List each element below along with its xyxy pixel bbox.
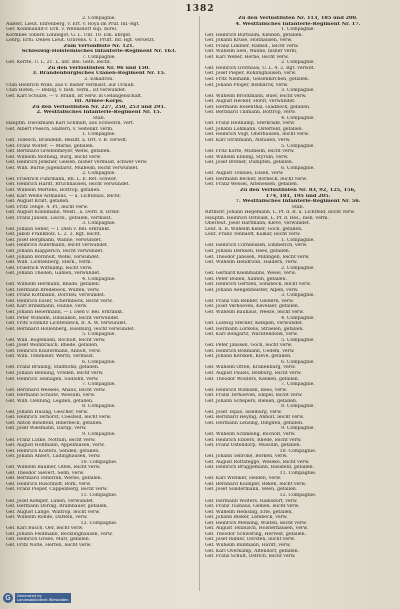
- entry-line: Gef. Franz Heitkamp, Sterkrade, verw.: [205, 121, 296, 127]
- entry-line: Gef. Josef Bremer, Dümpten, gefallen.: [205, 160, 294, 166]
- entry-line: Gef. Johann Bleker, Lembeck, verw.: [205, 515, 288, 521]
- entry-line: Hauptm. Heinrich Ostwald, L. Pf. d. Res., bish. verm.: [205, 215, 329, 221]
- entry-line: Gef. Heinrich Ebbers, Rhede, leicht verw.: [205, 437, 302, 443]
- entry-line: Gef. Bernhard Hollenberg, Isselburg, leicht verwundet.: [6, 326, 135, 332]
- entry-line: Gef. August Lange, Waltrop, leicht verw.: [6, 509, 101, 515]
- entry-line: Gef. Fritz Tenge, 4. Pf., leicht verw.: [6, 204, 89, 210]
- section-heading: 10. Compagnie.: [279, 448, 317, 454]
- library-watermark: [3, 590, 83, 606]
- entry-line: Gef. Wilh. Bögemann, Bocholt, leicht verw.: [6, 337, 106, 343]
- entry-line: Gef. Heinrich Kösters, Senden, gefallen.: [6, 448, 100, 454]
- entry-line: Gef. Fritz Korte, Mülheim, leicht verw.: [205, 149, 295, 155]
- entry-line: Gef. Franz Kottmann, Dorsten, verwundet.: [6, 293, 106, 299]
- entry-line: Gef. Wilhelm Schmeing, Bocholt, verw.: [205, 432, 296, 438]
- entry-line: Gef. Heinrich Große, Marl, gefallen.: [6, 537, 91, 543]
- column-divider: [199, 16, 200, 591]
- section-heading: Schleswig-Holsteinisches Infanterie-Regiment Nr. 163.: [21, 49, 177, 55]
- entry-line: Gef. Franz Jansen, Leichl., gefallen, vermisst.: [6, 215, 112, 221]
- entry-line: Gef. Wilhelm Rohde, Datteln, verw.: [6, 515, 88, 521]
- entry-line: Gef. Peter Janssen, Goch, leicht verw.: [205, 343, 293, 349]
- entry-line: Gef. Heinrich Tenhagen, Südlohn, verw.: [6, 376, 99, 382]
- entry-line: Gef. Josef Bergmann, Wanne, verwundet.: [6, 237, 102, 243]
- entry-line: Gef. Franz Tüshaus, Gemen, leicht verw.: [205, 504, 300, 510]
- entry-line: Gef. Johann Hüsing, Gescher, verw.: [6, 409, 89, 415]
- section-heading: 2. Eskadron.: [84, 77, 114, 83]
- right-column: [205, 16, 391, 591]
- entry-line: Gef. Heinrich Vogt, Oberhausen, leicht verw.: [205, 132, 310, 138]
- entry-line: Gef. Anton Bendfeld, Billerbeck, gefallen.: [6, 420, 103, 426]
- entry-line: Gef. August Hecker, Horst, verwundet.: [205, 99, 296, 105]
- entry-line: Gef. Johann Feldmann, Recklinghausen, verw.: [6, 531, 113, 537]
- section-heading: 3. Compagnie.: [82, 221, 116, 227]
- entry-line: Gef. Karl Schulze, — v. Brand, ist verw. in Gefangenschaft.: [6, 93, 143, 99]
- section-heading: 174, 181, 195 und 205.: [265, 193, 331, 199]
- entry-line: Gef. Wilhelm Bäumer, Olfen, leicht verw.: [6, 465, 101, 471]
- section-heading: 7. Compagnie.: [82, 382, 116, 388]
- section-heading: 7. Westfälisches Infanterie-Regiment Nr. 56.: [235, 199, 361, 205]
- entry-line: Gef. Heinrich Brüggemann, Raesfeld, gefallen.: [205, 465, 315, 471]
- section-heading: 1. Compagnie.: [281, 237, 315, 243]
- entry-line: Gef. Karl Bongartz, Wachtendonk, verw.: [205, 332, 299, 338]
- entry-line: Gef. Theodor Schwering, Hervest, gefallen.: [205, 531, 307, 537]
- section-heading: 9. Compagnie.: [82, 432, 116, 438]
- section-heading: 1. Compagnie.: [82, 132, 116, 138]
- entry-line: Gef. Wilhelm Hermann, Rhade, gefallen.: [6, 282, 101, 288]
- section-heading: 2. Westfälisches Infanterie-Regiment Nr. 15.: [36, 110, 162, 116]
- section-heading: 3. Compagnie.: [281, 293, 315, 299]
- entry-line: Gef. Wilhelm Hendricks, Haldern, verw.: [205, 260, 298, 266]
- entry-line: Gef. Hermann Bredebeck, Wulfen, verw.: [6, 287, 100, 293]
- entry-line: Gef. Albert Poesch, Haltern, v. Seitenkr. verm.: [6, 126, 114, 132]
- entry-line: Gef. Johann Seher, — l. Dien v. Bel. erkrankt.: [6, 226, 111, 232]
- entry-line: Gef. Franz Terhoeven, Empel, leicht verw.: [205, 393, 303, 399]
- section-heading: 4. Compagnie.: [82, 276, 116, 282]
- section-heading: 6. Compagnie.: [82, 359, 116, 365]
- entry-line: Gef. Heinrich Boßmann, Uedem, verw.: [205, 348, 295, 354]
- section-heading: 2. Compagnie.: [281, 265, 315, 271]
- entry-line: Rittmstr. Johann Hegemann, L. Pf. d. R. u. Lichtfeld, leicht verw.: [205, 210, 355, 216]
- entry-line: Gef. Josef Wiesmann, Darup, verw.: [6, 426, 87, 432]
- section-heading: Zu den Verlustlisten Nr. 227, 250, 253 und 291.: [32, 104, 166, 110]
- entry-line: Gef. Hermann Döring, Brambauer, gefallen.: [6, 504, 108, 510]
- entry-line: Gef. Fritz Niemann, Gelsenkirchen, gefallen.: [205, 77, 310, 83]
- entry-line: Lehrg. Erfü. Debes Lieut. Gravens. v. 1. Prüft. Inf. Rgt. versetzt.: [6, 38, 155, 44]
- entry-line: Gef. Johann Kruse, Holthausen, verw.: [205, 38, 293, 44]
- section-heading: Stab.: [92, 115, 106, 121]
- entry-line: Gef. Hermann Rosenthal, Gladbeck, gefallen.: [205, 104, 311, 110]
- entry-line: Gef. Franz van Bebber, Geldern, verw.: [205, 298, 294, 304]
- entry-line: Gef. Hermann Becker, Borbeck, leicht verw.: [205, 176, 308, 182]
- entry-line: Gef. Johann Klapperich, leicht verwundet.: [6, 248, 104, 254]
- entry-line: Gef. Wilhelm Mertens, Bottrop, gefallen.: [6, 187, 101, 193]
- entry-line: Gef. Josef Kemper, Lünen, verwundet.: [6, 498, 95, 504]
- section-heading: 10. Compagnie.: [80, 459, 118, 465]
- entry-line: Gef. Johann Tebroke, Borken, verw.: [205, 454, 288, 460]
- entry-line: Gef. Johann Derksen, Rees, gefallen.: [205, 248, 291, 254]
- section-heading: 7. Compagnie.: [82, 54, 116, 60]
- entry-line: Gef. August Rottstegge, Weseke, leicht verw.: [205, 459, 310, 465]
- library-logo-icon: G: [3, 593, 13, 603]
- section-heading: 3. Brandenburgisches Ulanen-Regiment Nr. 15.: [32, 71, 166, 77]
- entry-line: Gef. Jakob Frankholz, L. 2. 3. Rgt. leicht.: [6, 232, 102, 238]
- entry-line: Gef. Franz Lindner, Ramsd., leicht verw.: [205, 43, 299, 49]
- section-heading: 12. Compagnie.: [80, 520, 118, 526]
- entry-line: Gef. Tollesch, Brandenb. Beiziff. a. Ort. v. B. verwdt.: [6, 138, 128, 144]
- entry-line: Gef. Fritz Schmitz Lichtenbeck, R. A. W. verwundet.: [6, 321, 127, 327]
- entry-line: Ulan Hofen, — Belzig, v. bish. verm., ist verwundet.: [6, 88, 127, 94]
- entry-line: Ulan Heinrich Wille, aus v. bisher vermisst, auf Urlaub.: [6, 82, 135, 88]
- entry-line: Gef. Hermann Wolters, Ramsdorf, verw.: [205, 498, 298, 504]
- entry-line: Gef. Franz Wessel, Altenessen, gefallen.: [205, 182, 299, 188]
- section-heading: 8. Compagnie.: [82, 404, 116, 410]
- entry-line: Leut. d. R. Wilhelm Keller, Goch, gefallen.: [205, 226, 303, 232]
- section-heading: 1. Compagnie.: [281, 27, 315, 33]
- entry-line: Gef. Franz Wolter, — Marne, gefallen.: [6, 143, 95, 149]
- entry-line: Gef. Karl Overkamp, Altendorf, gefallen.: [205, 548, 299, 554]
- entry-line: Außerl. Lieut. Ehrenberg, v. Ert. v. Roya im Prüf. Inf.-Rgt.: [6, 21, 140, 27]
- entry-line: Gef. Bernhard Heying, Anholt, leicht verw.: [205, 415, 305, 421]
- entry-line: Gef. Theodor Sievert, Selm, verw.: [6, 470, 85, 476]
- entry-line: Gef. Heinrich Terhorst, Coesfeld, leicht verw.: [6, 415, 112, 421]
- entry-line: Gef. August Pauels, Bedburg, leicht verw.: [205, 371, 302, 376]
- section-heading: 8. Compagnie.: [281, 404, 315, 410]
- entry-line: Gef. Ludwig Stecker, Kempen, verwundet.: [205, 321, 304, 327]
- entry-line: Gef. Johann Bornholt, Wefel, verwundet.: [6, 254, 100, 260]
- section-heading: Zum Vertonfliste Nr. 121.: [63, 43, 135, 49]
- section-heading: 6. Compagnie.: [281, 165, 315, 171]
- section-heading: 9. Compagnie.: [281, 426, 315, 432]
- entry-line: Leut. Franz Tenhaeff, Kalkar, leicht verw.: [205, 232, 301, 238]
- section-heading: Zu den Verlustlisten Nr. 83, 92, 125, 156,: [240, 187, 356, 193]
- entry-line: Gef. Josef Tepas, Isselburg, verw.: [205, 409, 283, 415]
- entry-line: Gef. August Konnmann, Wesfl., a. Dorfl. d. Orsbr.: [6, 210, 121, 216]
- section-heading: 4. Compagnie.: [281, 115, 315, 121]
- section-heading: 5. Compagnie.: [82, 332, 116, 338]
- entry-line: Gef. Wilh. Oenning, Legden, gefallen.: [6, 398, 94, 404]
- entry-line: Gef. Josef Ridder, Dorsten, leicht verw.: [205, 537, 296, 543]
- section-heading: 2. Compagnie.: [82, 171, 116, 177]
- section-heading: 11. Compagnie.: [80, 493, 118, 499]
- entry-line: Gef. Heinrich Aufermann, leicht verwundet.: [6, 243, 109, 249]
- entry-line: Gef. Bernhard Greifenmeyer, Wefel, gefallen.: [6, 149, 111, 155]
- entry-line: Gef. Heinrich Gertzen, Sonsbeck, leicht verw.: [205, 282, 312, 288]
- section-heading: III. Armee-Korps.: [74, 99, 124, 105]
- entry-line: Gef. Heinrich Grothaus, U. L. 4. 2. Rgt. verwdt.: [205, 65, 315, 71]
- entry-line: Gef. Johann Benning, Vreden, leicht verw.: [6, 371, 104, 376]
- entry-line: Gef. Gerhard Kleinmanns, Wesel, verw.: [205, 271, 296, 277]
- entry-line: Gef. Hermann Lensing, Dingden, gefallen.: [205, 420, 304, 426]
- entry-line: Gef. Theodor Wouters, Keeken, gefallen.: [205, 376, 300, 382]
- entry-line: Hauptm. Dieckmann Karl Schmidt, aus Schwerin, vert.: [6, 121, 135, 127]
- entry-line: Gef. August Kraft, gefallen.: [6, 199, 70, 205]
- entry-line: Gef. Fritz Nolte, Herten, leicht verw.: [6, 542, 92, 548]
- watermark-line-1: Generated by: [17, 594, 42, 598]
- section-heading: 11. Compagnie.: [279, 470, 317, 476]
- entry-line: Gef. Karl Weber, Herne, leicht verw.: [205, 54, 289, 60]
- entry-line: Gef. Wilh. Lichtenberg, Sterk., verm.: [6, 260, 92, 266]
- entry-line: Gef. Bernhard Wessels, Ahaus, leicht verw.: [6, 387, 106, 393]
- section-heading: 5. Compagnie.: [281, 337, 315, 343]
- entry-line: Gef. Wilhelm Seel, Wanne, bisher verm.: [205, 49, 298, 55]
- entry-line: Kormbee Tobern Lohnegot, G. L. Unt. 10. Em. übrgef.: [6, 32, 132, 38]
- watermark-line-2: Landesbibliothek Wiesbaden: [17, 598, 69, 602]
- entry-line: Gef. Johann Schepers, Bienen, gefallen.: [205, 398, 298, 404]
- entry-line: Gef. Heinrich Burbaum, Kleinen, gefallen.: [205, 32, 303, 38]
- entry-line: Gef. Karl Busch, Oer, leicht verw.: [6, 526, 84, 532]
- section-heading: 12. Compagnie.: [279, 493, 317, 499]
- entry-line: Gef. Heinrich Hardt, Bruchhausen, leicht verwundet.: [6, 182, 130, 188]
- entry-line: Gef. Josef Weinbrauch, Rhede, gefallen.: [6, 343, 99, 349]
- entry-line: Gef. Heinrich Wilmsen, Rees, verw.: [205, 387, 288, 393]
- entry-line: Gef. Franz Lütke, Nottuln, leicht verw.: [6, 437, 96, 443]
- entry-line: Gef. Friedrich Wittkamp, leicht verw.: [6, 265, 93, 271]
- entry-line: Gef. Karl Brinkmann, Hünxe, verw.: [6, 304, 88, 310]
- entry-line: Gef. Karl Wienker, Heiden, verw.: [205, 476, 282, 482]
- entry-line: Gef. Josef Pieper, Röhlinghausen, verw.: [205, 71, 297, 77]
- section-heading: Stab.: [291, 204, 305, 210]
- entry-line: Gef. Johann Plöger, Bismarck, verw.: [205, 82, 289, 88]
- entry-line: Gef. Wilhelm Bußmann, Hardt, verw.: [205, 542, 291, 548]
- entry-line: Gef. Wilhelm Bauhaus, Weeze, leicht verw.: [205, 309, 305, 315]
- entry-line: Gef. Johann Kersken, Kleve, gefallen.: [205, 354, 292, 360]
- entry-line: Gef. Karl Weihe Altmanns, — a. Lichtenau, leicht.: [6, 193, 122, 199]
- entry-line: Gef. Josef Sondermann, Velen, gefallen.: [205, 487, 298, 493]
- entry-line: Oberleut. Josef Hartmann, Kleve, verwundet.: [205, 221, 311, 227]
- entry-line: Gef. Heinrich Jenkner, Gelsen, bisher vermisst, schwer verw.: [6, 160, 148, 166]
- entry-line: Gef. Theodor Janssen, Millingen, leicht verw.: [205, 254, 310, 260]
- entry-line: Gef. Hermann Schulte, Wessum, verw.: [6, 393, 96, 399]
- entry-line: Gef. Johann Heiermann, — l. Dien v. Bel. erkrankt.: [6, 309, 124, 315]
- entry-line: Gef. Peter Wilhelm, Dinslaken, leicht verwundet.: [6, 315, 120, 321]
- section-heading: 6. Compagnie.: [281, 359, 315, 365]
- entry-line: Gef. Wilhelm Brockmann, Buer, leicht verw.: [205, 93, 307, 99]
- entry-line: Gef. Heinrich Knüfermann, Anholt, verw.: [6, 348, 102, 354]
- section-heading: Zu den Verlustlisten Nr. 113, 185 und 200.: [238, 16, 358, 21]
- entry-line: Gef. Heinrich Mensing, Wulfen, leicht verw.: [205, 520, 307, 526]
- entry-line: Gef. Wilhelm Ebbing, Styrum, verw.: [205, 154, 289, 160]
- entry-line: Gef. Franz Brüning, Stadtlohn, gefallen.: [6, 365, 100, 371]
- entry-line: Gef. Heinrich Rüschhoff, Bork, verw.: [6, 481, 92, 487]
- entry-line: Gef. August Tenbusch, Holsterhausen, verw.: [205, 526, 309, 532]
- entry-line: Gef. August Holtmann, Appelhülsen, verw.: [6, 443, 105, 449]
- entry-line: Gef. Karl Stratmann, Alstaden, verw.: [205, 138, 291, 144]
- entry-line: Gef. Johann Theilen, Gahlen, verwundet.: [6, 271, 101, 277]
- section-heading: Zu den Verlustlisten Nr. 96 und 150.: [47, 65, 151, 71]
- entry-line: Gef. Franz Pieper, Cappenberg, leicht verw.: [6, 487, 108, 493]
- entry-line: Gef. Bernhard Tenbrink, Werne, gefallen.: [6, 476, 103, 482]
- entry-line: Gef. Johann Lohmann, Osterfeld, gefallen.: [205, 126, 304, 132]
- entry-line: Gef. Friedrich Fuhrmann, Rh. L. b. Ret. schwer.: [6, 176, 118, 182]
- section-heading: 5. Compagnie.: [281, 143, 315, 149]
- entry-line: Gef. Bernhard Klümper, Reken, leicht verw.: [205, 481, 307, 487]
- page-number: 1382: [185, 4, 215, 14]
- entry-line: Gef. Wilhelm Möthing, Burg, leicht verw.: [6, 154, 102, 160]
- entry-line: Gef. Kerfte, U. L. 21. L. unt. Bel. Getn. leicht.: [6, 60, 112, 66]
- entry-line: Gef. August Tönnies, Essen, verw.: [205, 171, 284, 177]
- entry-line: Gef. Johann Ahlers, Lüdinghausen, verw.: [6, 454, 101, 460]
- section-heading: 4. Compagnie.: [281, 315, 315, 321]
- entry-line: Gef. Hermann Lörkens, Straelen, gefallen.: [205, 326, 304, 332]
- section-heading: 2. Compagnie.: [281, 60, 315, 66]
- section-heading: 2. Compagnie.: [82, 16, 116, 21]
- entry-line: Gef. Wilh. Temmeler, Werth, vermisst.: [6, 354, 95, 360]
- section-heading: 3. Compagnie.: [281, 88, 315, 94]
- entry-line: Gef. Wilhelm Hemsing, Erle, gefallen.: [205, 509, 293, 515]
- entry-line: Gef. Heinrich Esser, Schermbeck, leicht verw.: [6, 298, 113, 304]
- entry-line: Gef. Wilhelm Otten, Kranenburg, verw.: [205, 365, 296, 371]
- entry-line: Gef. Franz Ostendorp, Mussum, gefallen.: [205, 443, 302, 449]
- section-heading: 7. Compagnie.: [281, 382, 315, 388]
- entry-line: Gef. Franz Schult, Östrich, leicht verw.: [205, 554, 296, 560]
- section-heading: 4. Westfälisches Infanterie-Regiment Nr. 17.: [235, 21, 361, 27]
- entry-line: Gef. Wilh. Bürne Jugendarst, Mülheim, leicht verwundet.: [6, 165, 139, 171]
- entry-line: Gef. Bernhard Tillmann, Bottrop, verw.: [205, 110, 296, 116]
- entry-line: Gef. Peter Bollen, Xanten, gefallen.: [205, 276, 287, 282]
- entry-line: Gef. Heinrich Cornelissen, Emmerich, verw.: [205, 243, 308, 249]
- left-column: [6, 16, 192, 591]
- entry-line: Ger. Kommandit-r. Erh. v. Wennsdorf sup. dorel.: [6, 27, 118, 33]
- entry-line: Gef. Johann Aengenheister, Alpen, verw.: [205, 287, 299, 293]
- watermark-text: [15, 593, 71, 603]
- entry-line: Gef. Josef Verhoeven, Kevelaer, gefallen.: [205, 304, 300, 310]
